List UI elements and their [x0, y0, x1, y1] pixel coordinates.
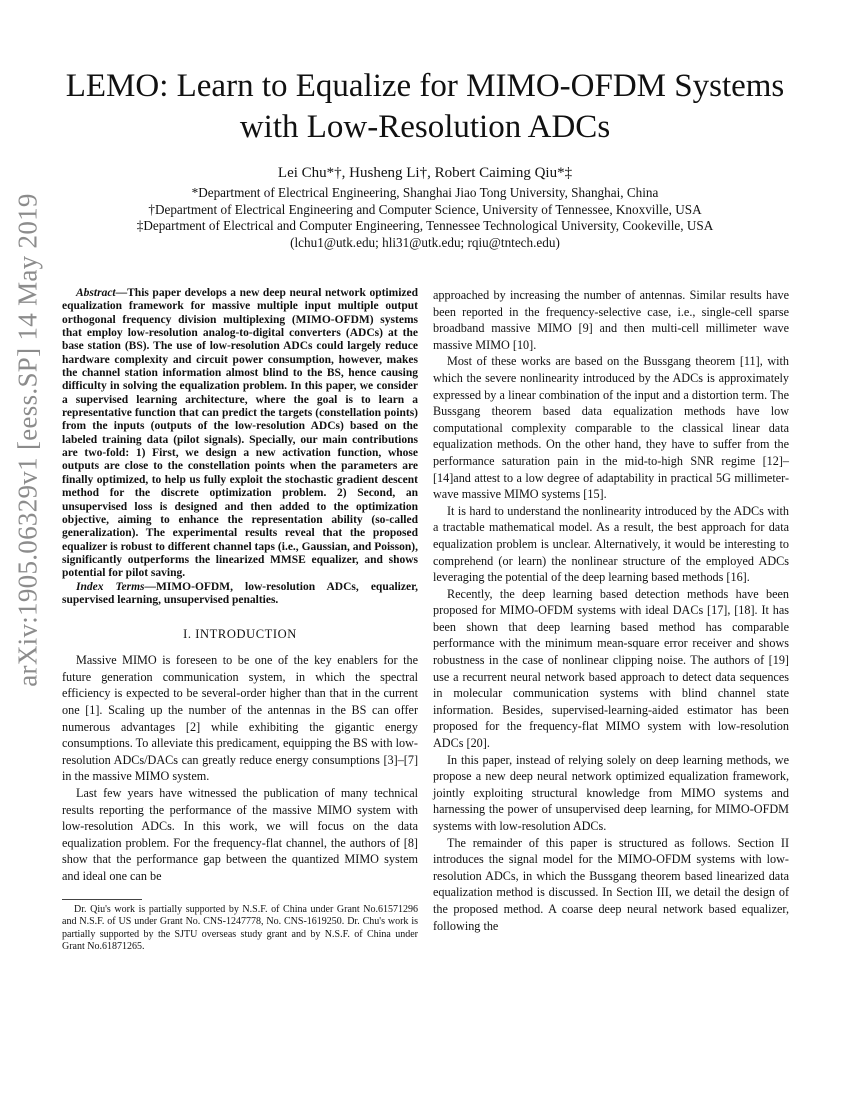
affiliation-utk: †Department of Electrical Engineering and Computer Science, University of Tennessee, Knoxville, USA: [148, 201, 702, 217]
author-list: Lei Chu*†, Husheng Li†, Robert Caiming Qiu*‡: [277, 165, 573, 181]
affiliation-sjtu: *Department of Electrical Engineering, Shanghai Jiao Tong University, Shanghai, China: [191, 185, 659, 200]
abstract-text: —This paper develops a new deep neural network optimized equalization framework for massive multiple input multiple output orthogonal frequency division multiplexing (MIMO-OFDM) systems that employ low-resolution analog-to-digital converters (ADCs) at the base station (BS). The use of low-resolution ADCs could largely reduce hardware complexity and circuit power consumption, however, makes the channel station information almost blind to the BS, hence causing difficulty in solving the equalization problem. In this paper, we consider a supervised learning architecture, where the goal is to learn a representative function that can predict the targets (constellation points) from the inputs (outputs of the low-resolution ADCs) based on the labeled training data (pilot signals). Specially, our main contributions are two-fold: 1) First, we design a new activation function, whose outputs are close to the constellation points when the parameters are finally optimized, to help us fully exploit the stochastic gradient descent method for the discrete optimization problem. 2) Second, an unsupervised loss is designed and then added to the optimization objective, aiming to enhance the representation ability (so-called generalization). The experimental results reveal that the proposed equalizer is robust to different channel taps (i.e., Gaussian, and Poisson), significantly outperforms the linearized MMSE equalizer, and shows potential for pilot saving.: [62, 287, 418, 580]
arxiv-identifier: arXiv:1905.06329v1 [eess.SP] 14 May 2019: [12, 193, 43, 687]
index-terms-text: —MIMO-OFDM, low-resolution ADCs, equalizer, supervised learning, unsupervised penalties.: [62, 580, 418, 606]
arxiv-side-stamp: [8, 193, 48, 687]
author-emails: (lchu1@utk.edu; hli31@utk.edu; rqiu@tntech.edu): [290, 234, 560, 250]
paper-title: LEMO: Learn to Equalize for MIMO-OFDM Systems with Low-Resolution ADCs: [65, 68, 785, 145]
affiliations: [60, 185, 790, 251]
index-terms: [62, 581, 418, 608]
body-paragraph: approached by increasing the number of antennas. Similar results have been reported in the frequency-selective case, i.e., single-cell sparse broadband massive MIMO [9] and then multi-cell millimeter wave massive MIMO [10].: [433, 288, 789, 352]
section-heading-introduction: I. INTRODUCTION: [183, 627, 297, 642]
affiliation-tntech: ‡Department of Electrical and Computer Engineering, Tennessee Technological University, Cookeville, USA: [136, 218, 714, 233]
body-paragraph: Massive MIMO is foreseen to be one of the key enablers for the future generation communication system, in which the spectral efficiency is expected to be several-order higher than that in the current one [1]. Scaling up the number of the antennas in the BS can offer numerous advantages [2] while exhibiting the gigantic energy consumptions. To alleviate this predicament, equipping the BS with low-resolution ADCs/DACs can greatly reduce energy consumptions [3]–[7] in the massive MIMO system.: [62, 653, 418, 784]
right-column: [433, 287, 789, 934]
footnote-divider: [62, 899, 142, 900]
abstract-lead: Abstract: [76, 287, 116, 299]
body-paragraph: Most of these works are based on the Bussgang theorem [11], with which the severe nonlinearity introduced by the ADCs is approximately expressed by a linear combination of the input and a distortion term. The Bussgang theorem based data equalization methods have low computational complexity comparable to the classical linear data equalization methods. On the other hand, they have to suffer from the performance saturation pain in the mid-to-high SNR regime [12]–[14]and attest to a low degree of adaptability in practical 5G millimeter-wave massive MIMO systems [15].: [433, 354, 789, 502]
left-column: [62, 287, 418, 954]
funding-footnote: Dr. Qiu's work is partially supported by N.S.F. of China under Grant No.61571296 and N.S.F. of US under Grant No. CNS-1247778, No. CNS-1619250. Dr. Chu's work is partially supported by the SJTU overseas study grant and by N.S.F. of China under Grant No.61871265.: [62, 903, 418, 953]
body-paragraph: It is hard to understand the nonlinearity introduced by the ADCs with a tractable mathematical model. As a result, the best approach for data equalization problem is unclear. Alternatively, it would be interesting to comprehend (or learn) the nonlinear structure of the employed ADCs leveraging the potential of the deep learning based methods [16].: [433, 503, 789, 585]
abstract: [62, 287, 418, 581]
body-paragraph: Recently, the deep learning based detection methods have been proposed for MIMO-OFDM systems with ideal DACs [17], [18]. It has been shown that deep learning based method has comparable performance with the minimum mean-square error receiver and shows robustness in the case of nonlinear clipping noise. The authors of [19] use a recurrent neural network based approach to detect data sequences in molecular communication systems with blind channel state information. Besides, supervised-learning-aided estimator has been proposed for the frequency-flat MIMO system with low-resolution ADCs [20].: [433, 586, 789, 751]
body-paragraph: The remainder of this paper is structured as follows. Section II introduces the signal model for the MIMO-OFDM systems with low-resolution ADCs, in which the Bussgang theorem based linearized data equalization method is discussed. In Section III, we detail the design of the proposed method. A coarse deep neural network based equalizer, following the: [433, 835, 789, 933]
index-terms-lead: Index Terms: [76, 580, 145, 593]
body-paragraph: Last few years have witnessed the publication of many technical results reporting the performance of the massive MIMO system with low-resolution ADCs. In this work, we will focus on the data equalization problem. For the frequency-flat channel, the authors of [8] show that the performance gap between the quantized MIMO system and ideal one can be: [62, 786, 418, 883]
body-paragraph: In this paper, instead of relying solely on deep learning methods, we propose a new deep neural network optimized equalization framework, jointly exploiting structural knowledge from MIMO systems and harnessing the power of unsupervised deep learning, for MIMO-OFDM systems with low-resolution ADCs.: [433, 752, 789, 833]
